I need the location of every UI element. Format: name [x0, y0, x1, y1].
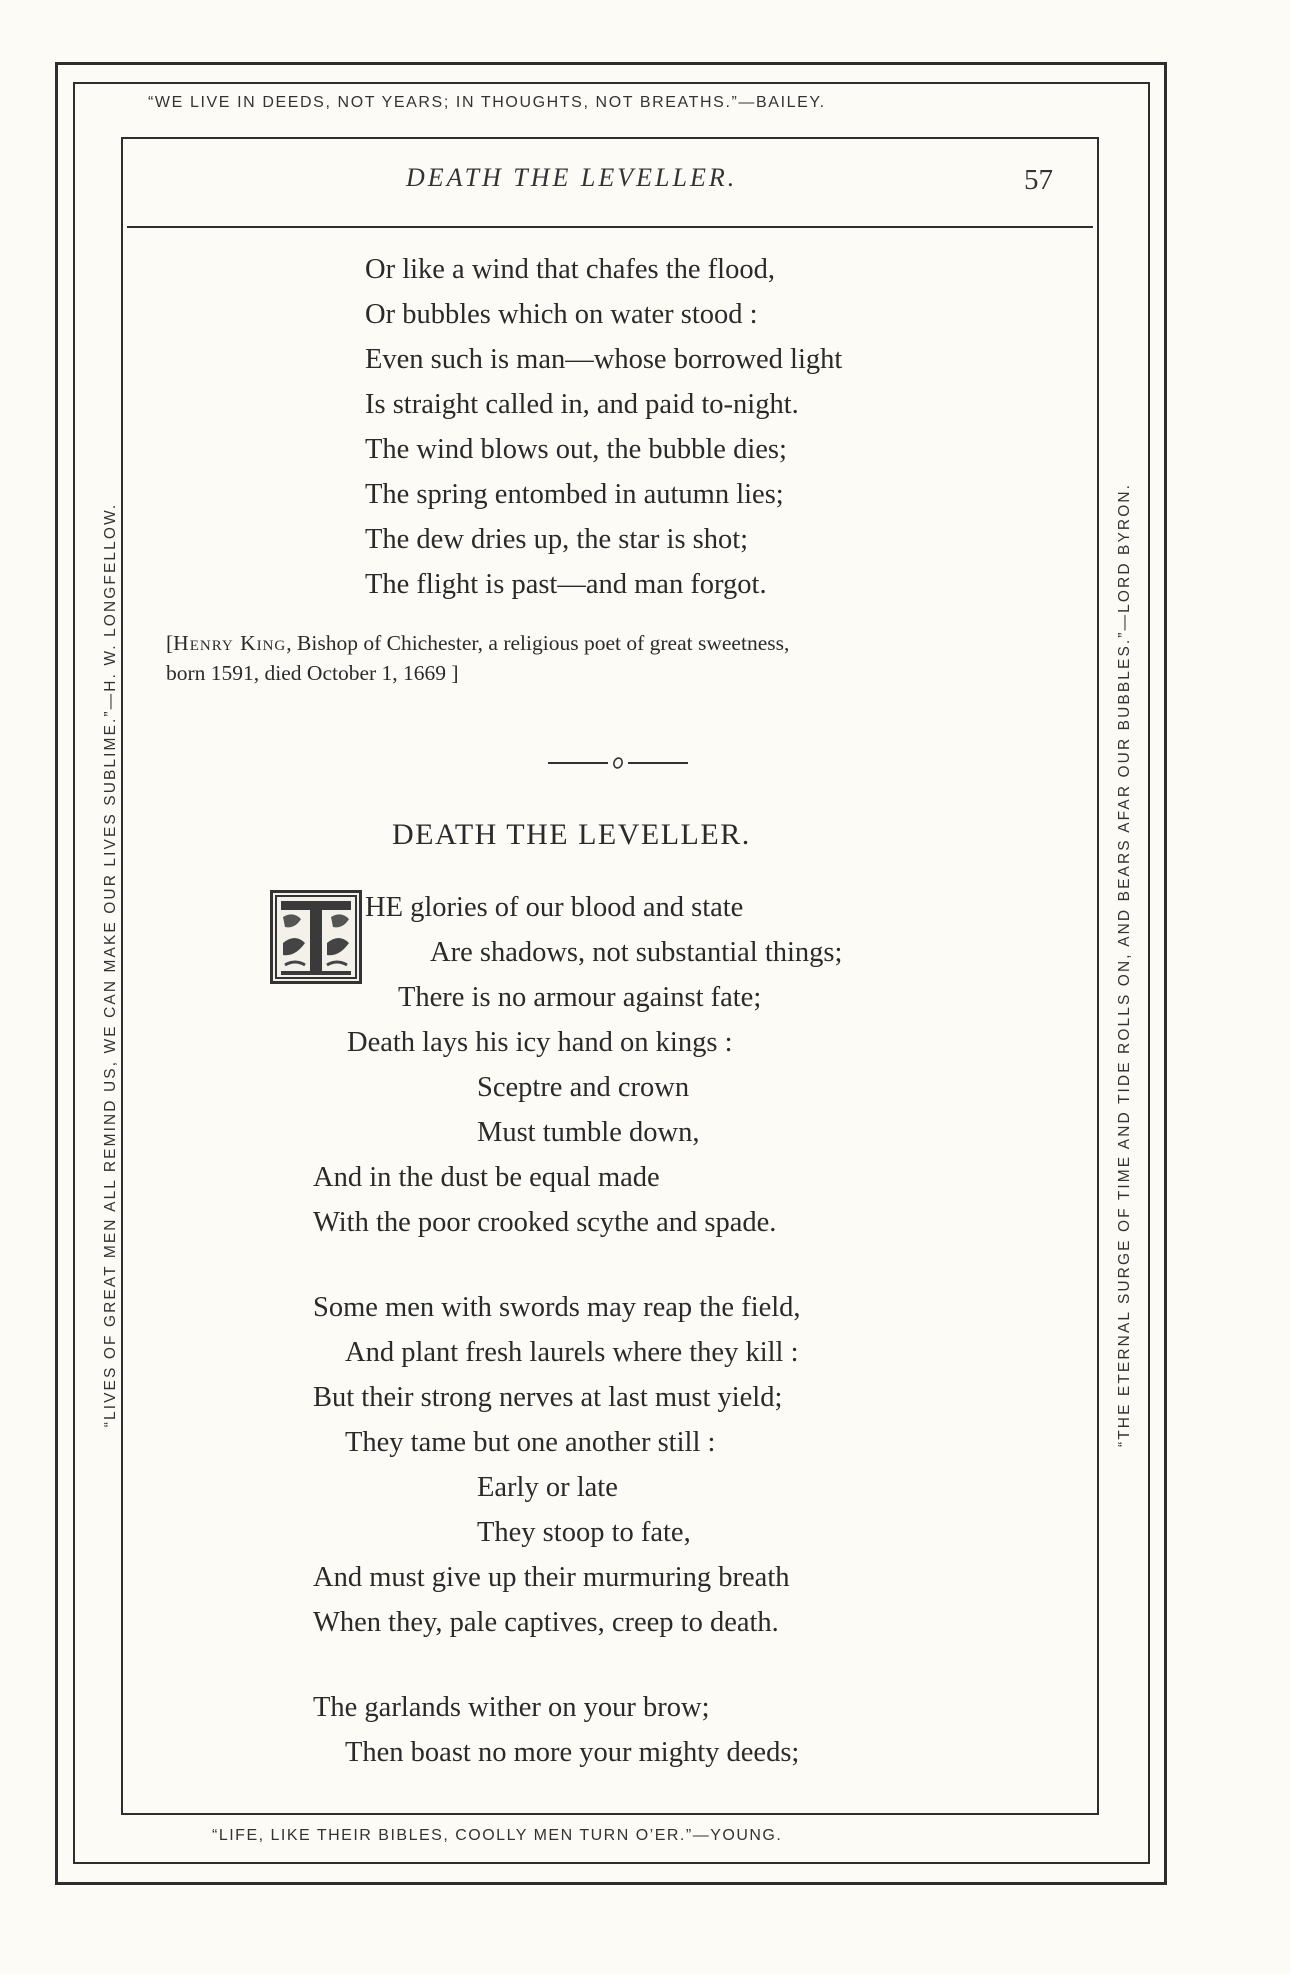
poem-line: Death lays his icy hand on kings :	[347, 1027, 733, 1058]
poem-title: DEATH THE LEVELLER.	[392, 818, 751, 851]
poem-line: Or bubbles which on water stood :	[365, 299, 758, 330]
inner-frame-right	[1097, 137, 1099, 1815]
poem-line: But their strong nerves at last must yield;	[313, 1382, 783, 1413]
decorated-initial-icon	[270, 890, 362, 984]
poem-line: They stoop to fate,	[477, 1517, 691, 1548]
middle-frame-top	[73, 82, 1150, 84]
ornamental-divider	[548, 756, 688, 770]
right-border-motto	[1110, 330, 1140, 1600]
poem-line: Is straight called in, and paid to-night.	[365, 389, 799, 420]
left-border-motto-text: “LIVES OF GREAT MEN ALL REMIND US, WE CAN MAKE OUR LIVES SUBLIME.”—H. W. LONGFELLOW.	[102, 502, 119, 1428]
header-rule	[127, 226, 1093, 228]
inner-frame-top	[121, 137, 1099, 139]
middle-frame-right	[1148, 82, 1150, 1864]
page-number: 57	[1024, 164, 1053, 196]
poem-line: Are shadows, not substantial things;	[430, 937, 843, 968]
poem-line: Must tumble down,	[477, 1117, 700, 1148]
poem-line: Early or late	[477, 1472, 618, 1503]
right-border-motto-text: “THE ETERNAL SURGE OF TIME AND TIDE ROLLS ON, AND BEARS AFAR OUR BUBBLES.”—LORD BYRON.	[1116, 482, 1133, 1448]
poem-line: The garlands wither on your brow;	[313, 1692, 710, 1723]
poem-line: The flight is past—and man forgot.	[365, 569, 767, 600]
top-border-motto: “WE LIVE IN DEEDS, NOT YEARS; IN THOUGHTS, NOT BREATHS.”—BAILEY.	[148, 94, 826, 111]
middle-frame-left	[73, 82, 75, 1864]
running-title: DEATH THE LEVELLER.	[406, 163, 738, 192]
poem-line: They tame but one another still :	[345, 1427, 716, 1458]
poem-line: The spring entombed in autumn lies;	[365, 479, 784, 510]
poem-line: The dew dries up, the star is shot;	[365, 524, 749, 555]
inner-frame-bottom	[121, 1813, 1099, 1815]
poem-line: The wind blows out, the bubble dies;	[365, 434, 787, 465]
poem-line: With the poor crooked scythe and spade.	[313, 1207, 777, 1238]
attribution-author: Henry King	[173, 631, 287, 655]
attribution-line-1	[166, 631, 789, 656]
poem-line: Then boast no more your mighty deeds;	[345, 1737, 800, 1768]
attribution-bracket: [	[166, 631, 174, 655]
poem-line: And plant fresh laurels where they kill :	[345, 1337, 799, 1368]
poem-line: Or like a wind that chafes the flood,	[365, 254, 775, 285]
attribution-line-2: born 1591, died October 1, 1669 ]	[166, 661, 459, 685]
outer-frame-bottom	[55, 1882, 1167, 1885]
poem-line: HE glories of our blood and state	[365, 892, 744, 923]
outer-frame-left	[55, 62, 58, 1884]
poem-line: And must give up their murmuring breath	[313, 1562, 790, 1593]
middle-frame-bottom	[73, 1862, 1150, 1864]
poem-line: Some men with swords may reap the field,	[313, 1292, 801, 1323]
attribution-description: , Bishop of Chichester, a religious poet of great sweetness,	[286, 631, 790, 655]
bottom-border-motto: “LIFE, LIKE THEIR BIBLES, COOLLY MEN TURN O’ER.”—YOUNG.	[212, 1827, 783, 1844]
outer-frame-right	[1164, 62, 1167, 1884]
poem-line: Even such is man—whose borrowed light	[365, 344, 843, 375]
outer-frame-top	[55, 62, 1167, 65]
poem-line: There is no armour against fate;	[398, 982, 762, 1013]
poem-line: And in the dust be equal made	[313, 1162, 660, 1193]
poem-line: When they, pale captives, creep to death.	[313, 1607, 779, 1638]
left-border-motto	[96, 350, 126, 1580]
poem-line: Sceptre and crown	[477, 1072, 690, 1103]
